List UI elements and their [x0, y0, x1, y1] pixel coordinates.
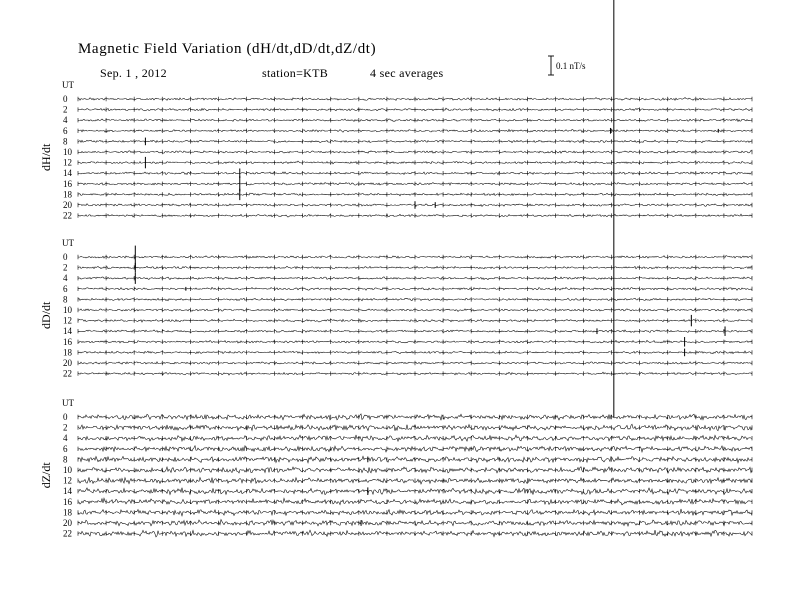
row-label: 0 — [63, 412, 68, 422]
station-label: station=KTB — [262, 66, 329, 80]
row-label: 8 — [63, 136, 68, 147]
y-axis-label: dZ/dt — [39, 462, 53, 489]
panel-dzdt — [39, 398, 752, 539]
row-label: 18 — [63, 347, 72, 358]
row-label: 14 — [63, 168, 72, 179]
row-label: 10 — [63, 465, 72, 475]
row-label: 0 — [63, 252, 68, 262]
panel-dddt — [39, 238, 752, 379]
row-label: 16 — [63, 178, 72, 189]
y-axis-label: dD/dt — [39, 301, 53, 329]
row-label: 22 — [63, 528, 72, 539]
ut-label: UT — [62, 80, 74, 90]
row-label: 6 — [63, 125, 68, 136]
row-label: 12 — [63, 315, 72, 326]
y-axis-label: dH/dt — [39, 143, 53, 171]
row-label: 2 — [63, 104, 68, 115]
row-label: 10 — [63, 147, 72, 157]
row-label: 4 — [63, 433, 68, 444]
row-label: 14 — [63, 326, 72, 337]
row-label: 12 — [63, 157, 72, 168]
row-label: 10 — [63, 305, 72, 315]
row-label: 20 — [63, 518, 72, 528]
panels — [39, 80, 752, 539]
row-label: 16 — [63, 336, 72, 347]
chart-title: Magnetic Field Variation (dH/dt,dD/dt,dZ/dt) — [78, 41, 377, 57]
scale-bar — [548, 56, 586, 75]
row-label: 4 — [63, 273, 68, 284]
ut-label: UT — [62, 238, 74, 248]
panel-dhdt — [39, 80, 752, 221]
row-label: 22 — [63, 368, 72, 379]
row-label: 14 — [63, 486, 72, 497]
row-label: 8 — [63, 454, 68, 465]
scale-label: 0.1 nT/s — [556, 61, 586, 71]
row-label: 16 — [63, 496, 72, 507]
row-label: 18 — [63, 189, 72, 200]
row-label: 2 — [63, 422, 68, 433]
row-label: 6 — [63, 443, 68, 454]
row-label: 2 — [63, 262, 68, 273]
row-label: 20 — [63, 200, 72, 210]
averaging-label: 4 sec averages — [370, 66, 444, 80]
row-label: 8 — [63, 294, 68, 305]
ut-label: UT — [62, 398, 74, 408]
row-label: 20 — [63, 358, 72, 368]
row-label: 6 — [63, 283, 68, 294]
row-label: 4 — [63, 115, 68, 126]
row-label: 0 — [63, 94, 68, 104]
row-label: 18 — [63, 507, 72, 518]
row-label: 12 — [63, 475, 72, 486]
row-label: 22 — [63, 210, 72, 221]
date-label: Sep. 1 , 2012 — [100, 66, 167, 80]
